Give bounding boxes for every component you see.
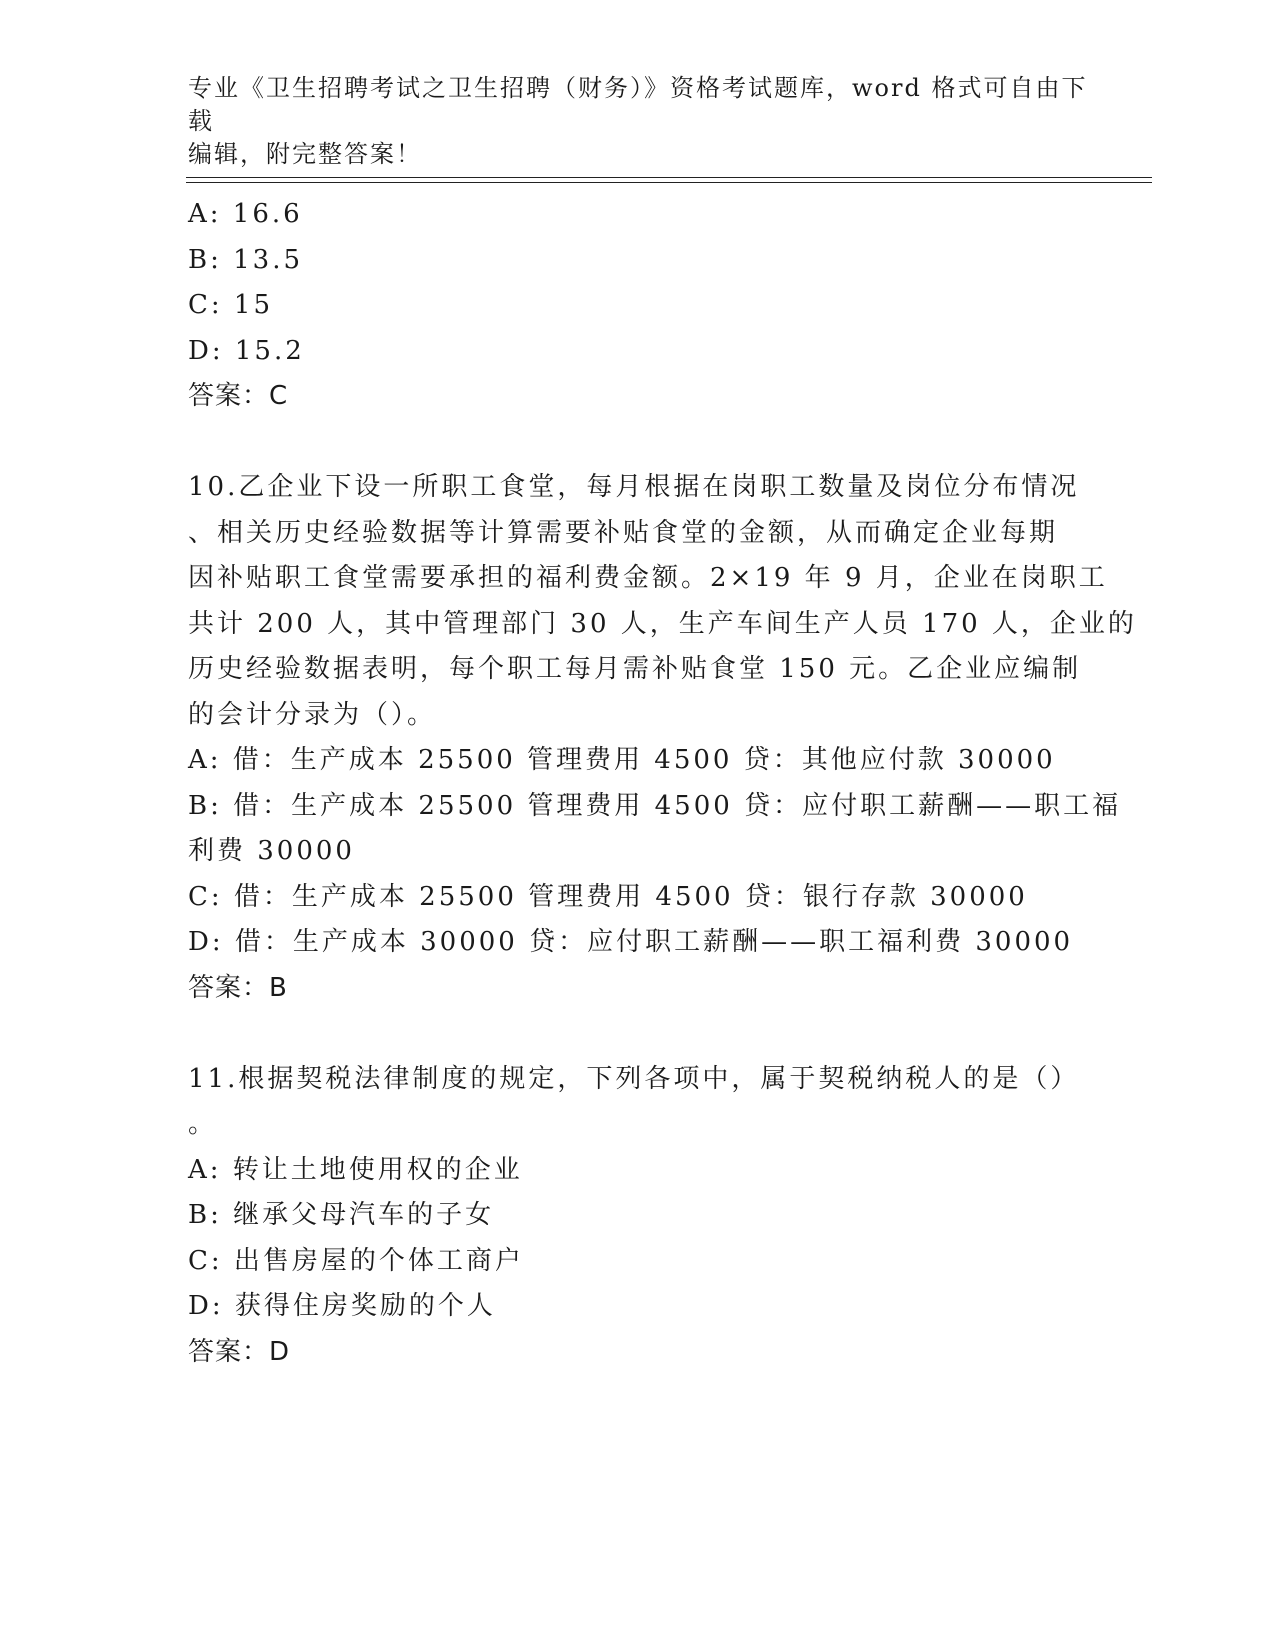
question-stem-line: 10.乙企业下设一所职工食堂，每月根据在岗职工数量及岗位分布情况 (188, 472, 1080, 502)
option-d: D: 借：生产成本 30000 贷：应付职工薪酬——职工福利费 30000 (188, 927, 1074, 957)
question-10 (188, 465, 1137, 1011)
question-stem-line: 因补贴职工食堂需要承担的福利费金额。2×19 年 9 月，企业在岗职工 (188, 563, 1108, 593)
question-9 (188, 192, 1088, 420)
question-stem-line: 。 (188, 1109, 218, 1139)
option-b: B: 继承父母汽车的子女 (188, 1200, 495, 1230)
header-line-1: 专业《卫生招聘考试之卫生招聘（财务）》资格考试题库，word 格式可自由下载 (188, 74, 1088, 135)
option-a: A: 16.6 (188, 199, 303, 229)
answer: 答案：D (188, 1336, 291, 1367)
option-b: B: 借：生产成本 25500 管理费用 4500 贷：应付职工薪酬——职工福 (188, 790, 1122, 821)
option-d: D: 获得住房奖励的个人 (188, 1291, 496, 1321)
header-rule-bottom (186, 182, 1152, 183)
document-body (188, 192, 1137, 1375)
question-stem-line: 的会计分录为（）。 (188, 699, 437, 730)
header-rule-top (186, 177, 1152, 178)
option-c: C: 借：生产成本 25500 管理费用 4500 贷：银行存款 30000 (188, 881, 1028, 912)
option-b: B: 13.5 (188, 244, 304, 275)
document-header (188, 72, 1088, 171)
option-d: D: 15.2 (188, 335, 305, 366)
option-b-continued: 利费 30000 (188, 836, 355, 866)
option-c: C: 15 (188, 290, 274, 320)
spacer (188, 1011, 1088, 1057)
header-line-2: 编辑，附完整答案！ (188, 140, 422, 168)
question-stem-line: 11.根据契税法律制度的规定，下列各项中，属于契税纳税人的是（） (188, 1063, 1080, 1094)
question-11 (188, 1057, 1088, 1376)
answer: 答案：C (188, 381, 289, 411)
option-a: A: 转让土地使用权的企业 (188, 1154, 523, 1185)
option-a: A: 借：生产成本 25500 管理费用 4500 贷：其他应付款 30000 (188, 745, 1056, 775)
question-stem-line: 、相关历史经验数据等计算需要补贴食堂的金额，从而确定企业每期 (188, 517, 1059, 548)
question-stem-line: 共计 200 人，其中管理部门 30 人，生产车间生产人员 170 人，企业的 (188, 608, 1137, 639)
answer: 答案：B (188, 972, 288, 1003)
option-c: C: 出售房屋的个体工商户 (188, 1245, 524, 1276)
spacer (188, 420, 1088, 466)
question-stem-line: 历史经验数据表明，每个职工每月需补贴食堂 150 元。乙企业应编制 (188, 654, 1082, 684)
